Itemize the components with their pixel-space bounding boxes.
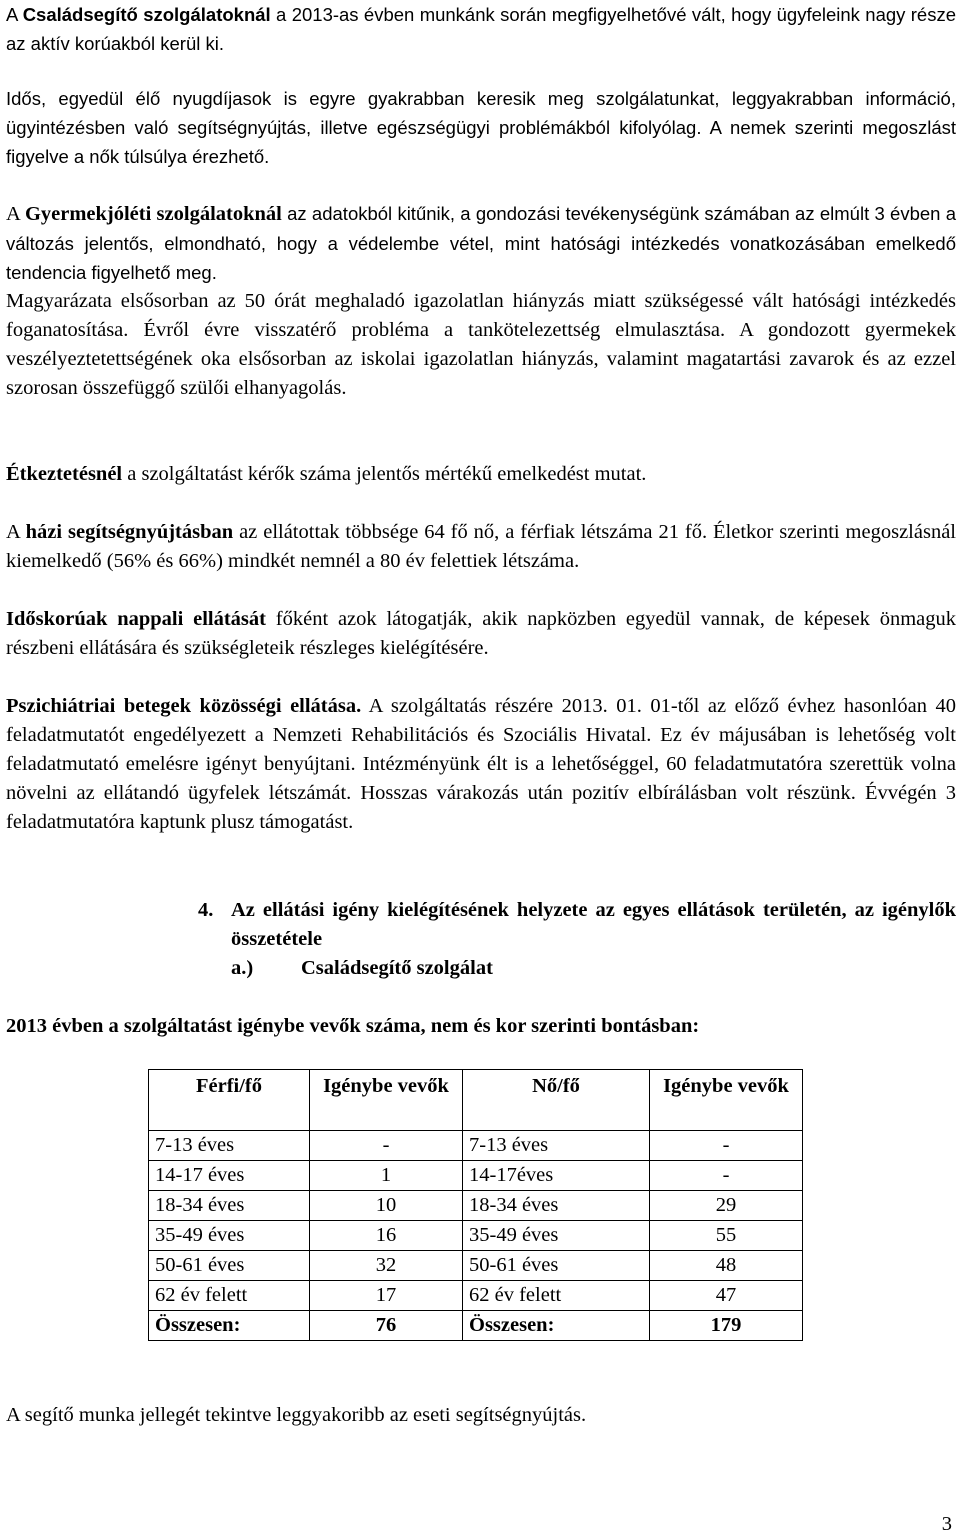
paragraph-hazi-segitseg (6, 518, 956, 576)
subsection-letter: a.) (231, 957, 254, 979)
table-row (149, 1161, 803, 1191)
paragraph-gyermekjoleti (6, 199, 956, 403)
table-cell: 35-49 éves (149, 1221, 310, 1251)
total-value-no: 179 (650, 1311, 803, 1341)
table-cell: - (310, 1131, 463, 1161)
table-cell: 16 (310, 1221, 463, 1251)
table-cell: 1 (310, 1161, 463, 1191)
table-cell: 62 év felett (149, 1281, 310, 1311)
table-cell: 14-17éves (463, 1161, 650, 1191)
table-row (149, 1131, 803, 1161)
para4-rest: a szolgáltatást kérők száma jelentős mértékű emelkedést mutat. (122, 463, 647, 485)
table-cell: 32 (310, 1251, 463, 1281)
header-ferfi: Férfi/fő (149, 1070, 310, 1131)
table-cell: 48 (650, 1251, 803, 1281)
para6-bold: Időskorúak nappali ellátását (6, 608, 266, 630)
para5-prefix: A (6, 521, 26, 543)
table-cell: 47 (650, 1281, 803, 1311)
table-cell: 7-13 éves (149, 1131, 310, 1161)
table-total-row (149, 1311, 803, 1341)
table-cell: 18-34 éves (149, 1191, 310, 1221)
table-row (149, 1281, 803, 1311)
para2-text: Idős, egyedül élő nyugdíjasok is egyre gyakrabban keresik meg szolgálatunkat, leggyakrabban információ, ügyintézésben való segítségnyújtás, illetve egészségügyi problémákból kifolyólag. A nemek szerinti megoszlást figyelve a nők túlsúlya érezhető. (6, 88, 956, 167)
para5-bold: házi segítségnyújtásban (25, 521, 234, 543)
total-label-no: Összesen: (463, 1311, 650, 1341)
para7-rest: A szolgáltatás részére 2013. 01. 01-től az előző évhez hasonlóan 40 feladatmutatót engedélyezett a Nemzeti Rehabilitációs és Szociális Hivatal. Ez év májusában is lehetőség volt feladatmutató emelésre igényt benyújtani. Intézményünk élt is a lehetőséggel, 60 feladatmutatóra szerettük volna növelni az ellátandó ügyfelek létszámát. Hosszas várakozás után pozitív elbírálásban volt részünk. Évvégén 3 feladatmutatóra kaptunk plusz támogatást. (6, 695, 956, 833)
paragraph-idoskoruak (6, 605, 956, 663)
table-cell: 7-13 éves (463, 1131, 650, 1161)
para1-prefix: A (6, 4, 23, 25)
table-row (149, 1251, 803, 1281)
table-cell: - (650, 1161, 803, 1191)
table-row (149, 1191, 803, 1221)
para6-rest: főként azok látogatják, akik napközben egyedül vannak, de képesek önmaguk részbeni ellátására és szükségleteik részleges kielégítésére. (6, 608, 957, 659)
para3-rest-sans: az adatokból kitűnik, a gondozási tevékenységünk számában az elmúlt 3 évben a változás jelentős, elmondható, hogy a védelembe vétel, mint hatósági intézkedés vonatkozásában emelkedő tendencia figyelhető meg. (6, 203, 956, 283)
para3-prefix: A (6, 203, 25, 225)
table-cell: 29 (650, 1191, 803, 1221)
subsection-title: Családsegítő szolgálat (301, 957, 493, 979)
header-igenybe-vevok-ferfi: Igénybe vevők (310, 1070, 463, 1131)
para1-bold: Családsegítő szolgálatoknál (22, 4, 271, 25)
table-title: 2013 évben a szolgáltatást igénybe vevők száma, nem és kor szerinti bontásban: (6, 1015, 700, 1037)
section-number: 4. (198, 899, 214, 921)
header-no: Nő/fő (463, 1070, 650, 1131)
total-value-ferfi: 76 (310, 1311, 463, 1341)
para4-bold: Étkeztetésnél (6, 463, 123, 485)
para3-rest-serif: Magyarázata elsősorban az 50 órát meghaladó igazolatlan hiányzás miatt szükségessé vált hatósági intézkedés foganatosítása. Évről évre visszatérő probléma a tankötelezettség elmulasztása. A gondozott gyermekek veszélyeztetettségének oka elsősorban az iskolai igazolatlan hiányzás, valamint magatartási zavarok és az ezzel szorosan összefüggő szülői elhanyagolás. (6, 290, 956, 399)
table-cell: 35-49 éves (463, 1221, 650, 1251)
paragraph-etkeztetes (6, 460, 956, 489)
table-cell: 18-34 éves (463, 1191, 650, 1221)
table-row (149, 1221, 803, 1251)
para5-rest: az ellátottak többsége 64 fő nő, a férfiak létszáma 21 fő. Életkor szerinti megoszlásnál kiemelkedő (56% és 66%) mindkét nemnél a 80 év felettiek létszáma. (6, 521, 956, 572)
subsection-heading (231, 954, 493, 983)
section-title: Az ellátási igény kielégítésének helyzete az egyes ellátások területén, az igénylők összetétele (231, 899, 956, 950)
table-cell: 62 év felett (463, 1281, 650, 1311)
para7-bold: Pszichiátriai betegek közösségi ellátása. (6, 695, 362, 717)
paragraph-idos-nyugdijasok (6, 84, 956, 171)
table-cell: 50-61 éves (149, 1251, 310, 1281)
table-cell: 55 (650, 1221, 803, 1251)
para3-bold: Gyermekjóléti szolgálatoknál (24, 203, 282, 225)
table-cell: 10 (310, 1191, 463, 1221)
clients-table (148, 1069, 803, 1341)
total-label-ferfi: Összesen: (149, 1311, 310, 1341)
table-cell: 50-61 éves (463, 1251, 650, 1281)
section-heading (198, 896, 956, 954)
table-cell: 17 (310, 1281, 463, 1311)
closing-paragraph: A segítő munka jellegét tekintve leggyakoribb az eseti segítségnyújtás. (6, 1404, 587, 1426)
paragraph-pszichiatriai (6, 692, 956, 837)
header-igenybe-vevok-no: Igénybe vevők (650, 1070, 803, 1131)
paragraph-csaladsegito (6, 0, 956, 58)
para1-rest: a 2013-as évben munkánk során megfigyelhetővé vált, hogy ügyfeleink nagy része az aktív korúakból kerül ki. (6, 4, 957, 54)
table-header-row (149, 1070, 803, 1131)
page-number: 3 (941, 1513, 952, 1535)
table-cell: - (650, 1131, 803, 1161)
table-cell: 14-17 éves (149, 1161, 310, 1191)
